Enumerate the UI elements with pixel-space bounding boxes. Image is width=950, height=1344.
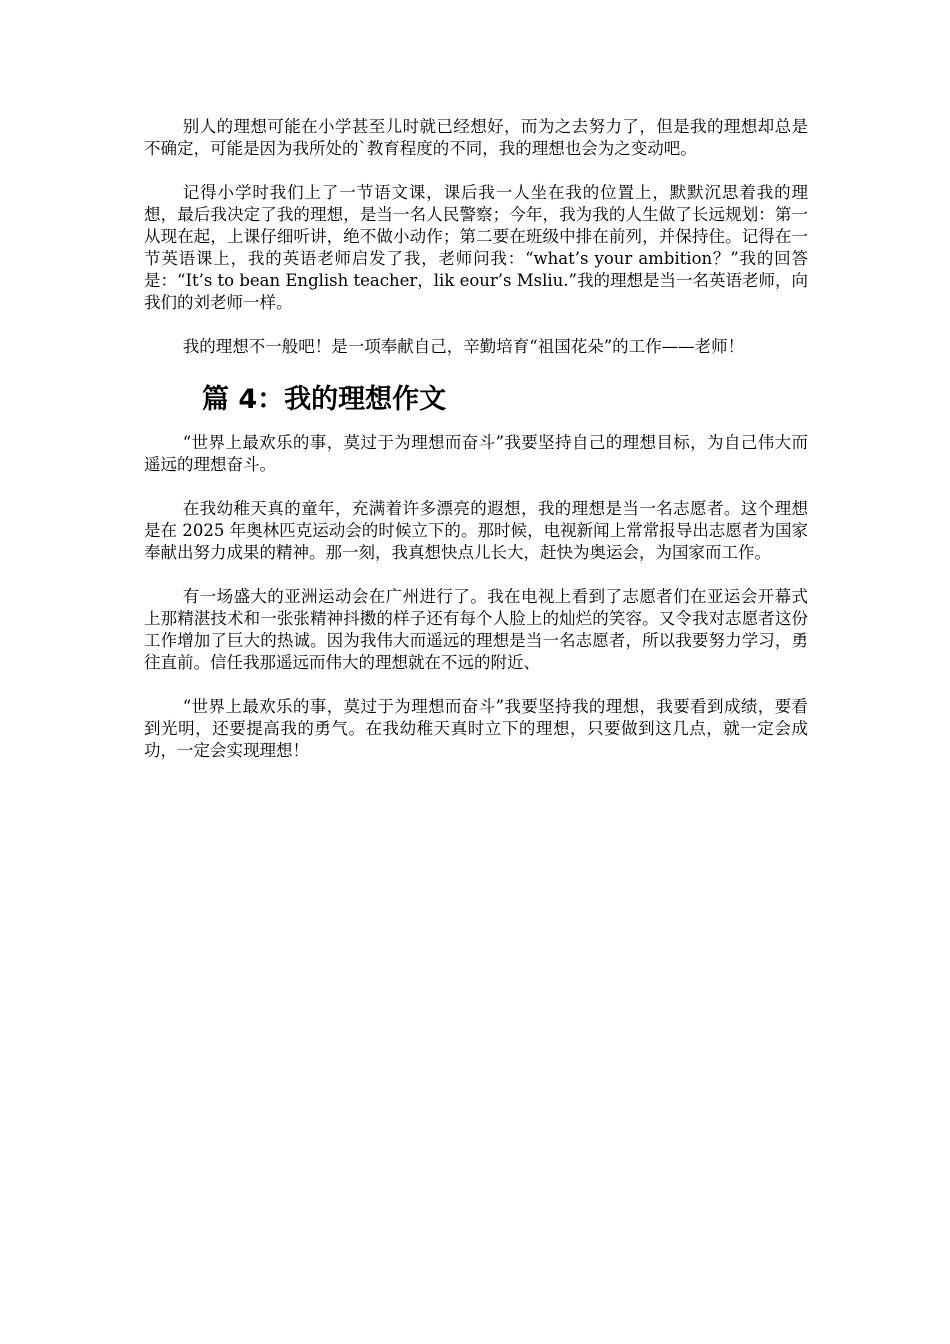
- paragraph-teacher-conclusion: 我的理想不一般吧！是一项奉献自己，辛勤培育“祖国花朵”的工作——老师！: [182, 337, 745, 356]
- paragraph-asian-games: 有一场盛大的亚洲运动会在广州进行了。我在电视上看到了志愿者们在亚运会开幕式上那精湛技术和一张张精神抖擞的样子还有每个人脸上的灿烂的笑容。又令我对志愿者这份工作增加了巨大的热诚。因为我伟大而遥远的理想是当一名志愿者，所以我要努力学习，勇往直前。信任我那遥远而伟大的理想就在不远的附近、: [144, 587, 808, 672]
- paragraph-english-teacher: 记得小学时我们上了一节语文课，课后我一人坐在我的位置上，默默沉思着我的理想，最后我决定了我的理想，是当一名人民警察；今年，我为我的人生做了长远规划：第一从现在起，上课仔细听讲，绝不做小动作；第二要在班级中排在前列，并保持住。记得在一节英语课上，我的英语老师启发了我，老师问我：“what’s your ambition？”我的回答是：“It’s to bean English teacher，lik eour’s Msliu.”我的理想是当一名英语老师，向我们的刘老师一样。: [144, 183, 808, 312]
- paragraph-closing: “世界上最欢乐的事，莫过于为理想而奋斗”我要坚持我的理想，我要看到成绩，要看到光明，还要提高我的勇气。在我幼稚天真时立下的理想，只要做到这几点，就一定会成功，一定会实现理想！: [144, 697, 808, 760]
- document-page: [144, 116, 808, 784]
- section-title: 篇 4：我的理想作文: [202, 384, 447, 415]
- paragraph-volunteer-dream: 在我幼稚天真的童年，充满着许多漂亮的遐想，我的理想是当一名志愿者。这个理想是在 2025 年奥林匹克运动会的时候立下的。那时候，电视新闻上常常报导出志愿者为国家奉献出努力成果的精神。那一刻，我真想快点儿长大，赶快为奥运会，为国家而工作。: [144, 499, 808, 562]
- paragraph-quote-intro: “世界上最欢乐的事，莫过于为理想而奋斗”我要坚持自己的理想目标，为自己伟大而遥远的理想奋斗。: [144, 433, 808, 474]
- paragraph-ideal-uncertain: 别人的理想可能在小学甚至儿时就已经想好，而为之去努力了，但是我的理想却总是不确定，可能是因为我所处的`教育程度的不同，我的理想也会为之变动吧。: [144, 117, 808, 158]
